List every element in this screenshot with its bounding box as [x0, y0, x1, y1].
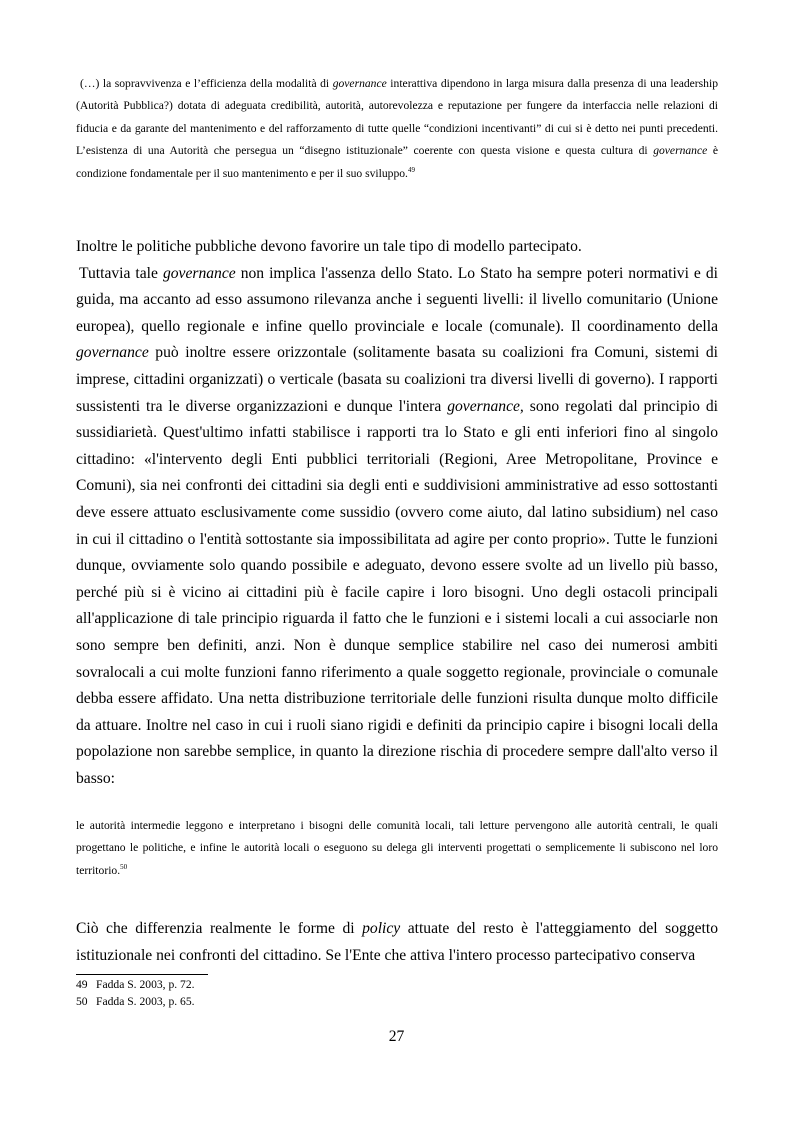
body-text-policy: [76, 916, 718, 969]
footnote-separator: [76, 974, 208, 975]
quote-paragraph: le autorità intermedie leggono e interpretano i bisogni delle comunità locali, tali letture pervengono alle autorità centrali, le quali progettano le politiche, e infine le autorità locali o eseguono su delega gli interventi progettati o semplicemente li subiscono nel loro territorio.$^{50}$: [76, 819, 718, 877]
paragraph-politiche: Inoltre le politiche pubbliche devono favorire un tale tipo di modello partecipato.: [76, 238, 582, 255]
emphasis-governance: governance: [162, 264, 236, 282]
block-quote-governance: [76, 73, 718, 185]
footnote-number: 49: [76, 978, 88, 991]
footnote-text: Fadda S. 2003, p. 65.: [96, 995, 195, 1008]
footnote-ref-49[interactable]: 49: [407, 165, 415, 174]
page-number: 27: [388, 1028, 405, 1045]
block-quote-autorita: [76, 815, 718, 882]
paragraph-sussidiarieta: Tuttavia tale governance non implica l'assenza dello Stato. Lo Stato ha sempre poteri normativi e di guida, ma accanto ad esso assumono rilevanza anche i seguenti livelli: il livello comunitario (Unione europea), quello regionale e infine quello provinciale e locale (comunale). Il coordinamento della governance può inoltre essere orizzontale (solitamente basata su coalizioni fra Comuni, sistemi di imprese, cittadini organizzati) o verticale (basata su coalizioni tra diversi livelli di governo). I rapporti sussistenti tra le diverse organizzazioni e dunque l'intera governance, sono regolati dal principio di sussidiarietà. Quest'ultimo infatti stabilisce i rapporti tra lo Stato e gli enti inferiori fino al singolo cittadino: «l'intervento degli Enti pubblici territoriali (Regioni, Aree Metropolitane, Province e Comuni), sia nei confronti dei cittadini sia degli enti e suddivisioni amministrative ad esso sottostanti deve essere attuato esclusivamente come sussidio (ovvero come aiuto, dal latino subsidium) nel caso in cui il cittadino o l'entità sottostante sia impossibilitata ad agire per conto proprio». Tutte le funzioni dunque, ovviamente solo quando possibile e adeguato, devono essere svolte ad un livello più basso, perché più si è vicino ai cittadini più è facile capire i loro bisogni. Uno degli ostacoli principali all'applicazione di tale principio riguarda il fatto che le funzioni e i sistemi locali a cui associarle non sono sempre ben definiti, anzi. Non è dunque semplice stabilire nel caso dei numerosi ambiti sovralocali a cui molte funzioni fanno riferimento a quale soggetto regionale, provinciale o comunale debba essere affidato. Una netta distribuzione territoriale delle funzioni risulta dunque molto difficile da attuare. Inoltre nel caso in cui i ruoli siano rigidi e definiti da principio capire i bisogni locali della popolazione non sarebbe semplice, in quanto la direzione rischia di procedere sempre dall'alto verso il basso:: [76, 264, 718, 787]
quote-paragraph: (…) la sopravvivenza e l’efficienza della modalità di governance interattiva dipendono in larga misura dalla presenza di una leadership (Autorità Pubblica?) dotata di adeguata credibilità, autorità, autorevolezza e reputazione per fungere da interfaccia nelle relazioni di fiducia e da garante del mantenimento e del rafforzamento di tutte quelle “condizioni incentivanti” di cui si è detto nei punti precedenti. L’esistenza di una Autorità che persegua un “disegno istituzionale” coerente con questa visione e questa cultura di governance è condizione fondamentale per il suo mantenimento e per il suo sviluppo.$^{49}$: [76, 77, 718, 180]
footnotes: [76, 976, 476, 1010]
emphasis-governance: governance,: [447, 397, 524, 415]
emphasis-policy: policy: [362, 920, 401, 937]
footnote-number: 50: [76, 995, 88, 1008]
emphasis-governance: governance: [332, 77, 387, 90]
footnote-49: [76, 976, 476, 993]
footnote-50: [76, 993, 476, 1010]
emphasis-governance: governance: [653, 144, 708, 158]
footnote-ref-50[interactable]: 50: [120, 862, 128, 871]
paragraph-policy: Ciò che differenzia realmente le forme di policy attuate del resto è l'atteggiamento del soggetto istituzionale nei confronti del cittadino. Se l'Ente che attiva l'intero processo partecipativo conserva: [76, 920, 718, 964]
body-text-main: [76, 234, 718, 792]
emphasis-governance: governance: [76, 344, 149, 362]
footnote-text: Fadda S. 2003, p. 72.: [96, 978, 195, 991]
